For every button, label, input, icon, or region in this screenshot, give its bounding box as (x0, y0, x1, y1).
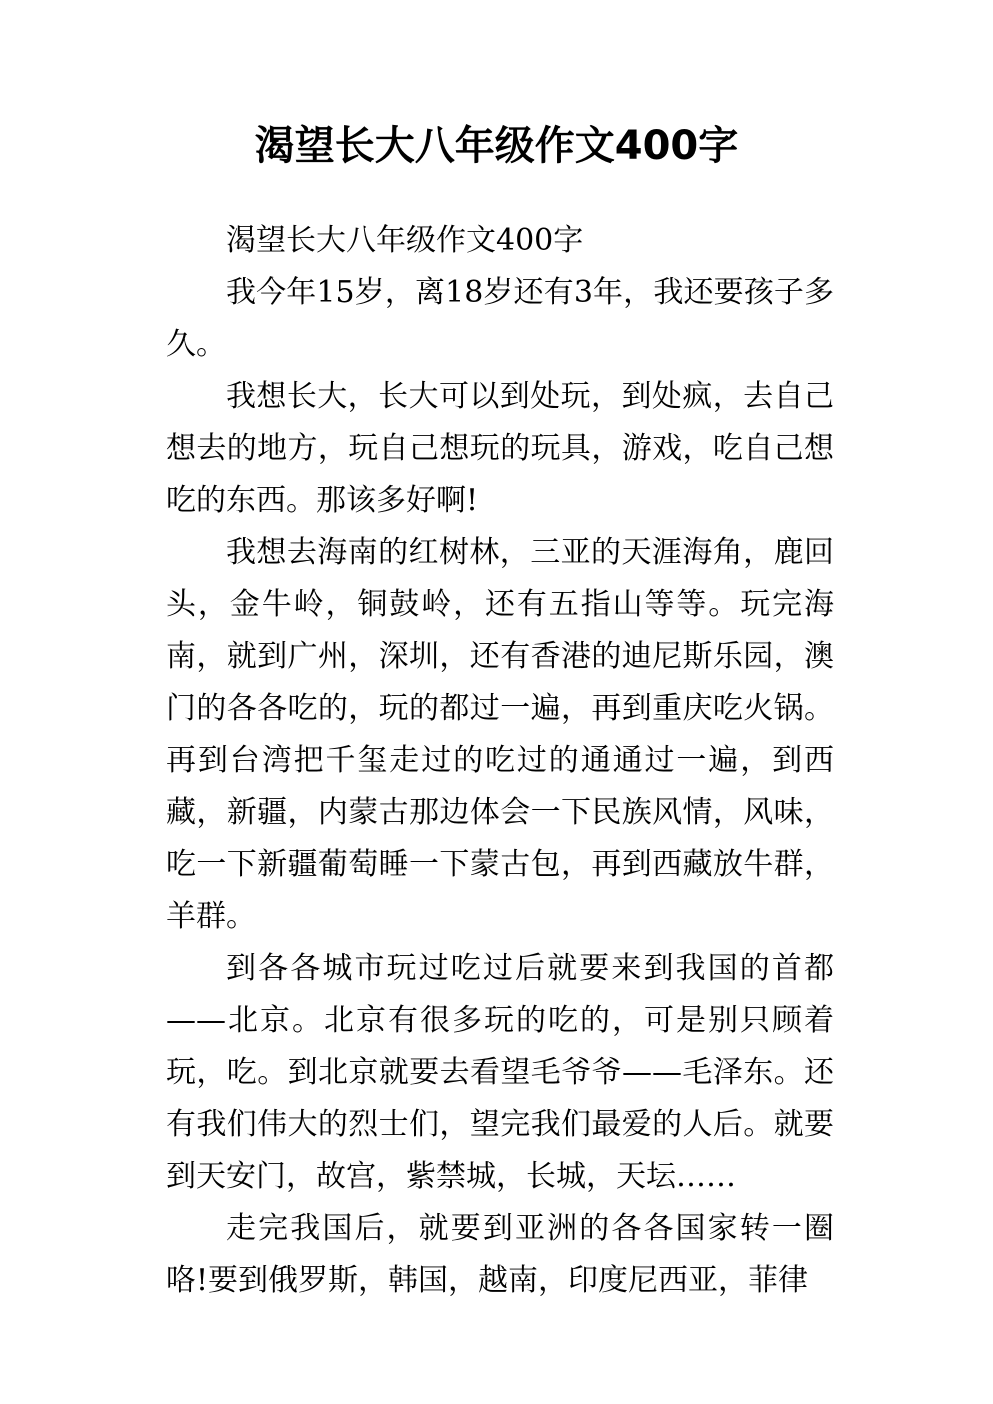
paragraph-subtitle: 渴望长大八年级作文400字 (226, 223, 584, 258)
document-body (166, 215, 834, 1307)
paragraph: 我想去海南的红树林，三亚的天涯海角，鹿回头，金牛岭，铜鼓岭，还有五指山等等。玩完海南，就到广州，深圳，还有香港的迪尼斯乐园，澳门的各各吃的，玩的都过一遍，再到重庆吃火锅。再到台湾把千玺走过的吃过的通通过一遍，到西藏，新疆，内蒙古那边体会一下民族风情，风味，吃一下新疆葡萄睡一下蒙古包，再到西藏放牛群，羊群。 (166, 535, 834, 934)
document-title: 渴望长大八年级作文400字 (254, 123, 739, 169)
paragraph: 我想长大，长大可以到处玩，到处疯，去自己想去的地方，玩自己想玩的玩具，游戏，吃自己想吃的东西。那该多好啊! (166, 379, 834, 518)
paragraph: 到各各城市玩过吃过后就要来到我国的首都——北京。北京有很多玩的吃的，可是别只顾着玩，吃。到北京就要去看望毛爷爷——毛泽东。还有我们伟大的烈士们，望完我们最爱的人后。就要到天安门，故宫，紫禁城，长城，天坛…… (166, 951, 834, 1194)
paragraph: 走完我国后，就要到亚洲的各各国家转一圈咯!要到俄罗斯，韩国，越南，印度尼西亚，菲律 (166, 1211, 834, 1298)
paragraph: 我今年15岁，离18岁还有3年，我还要孩子多久。 (166, 275, 834, 362)
